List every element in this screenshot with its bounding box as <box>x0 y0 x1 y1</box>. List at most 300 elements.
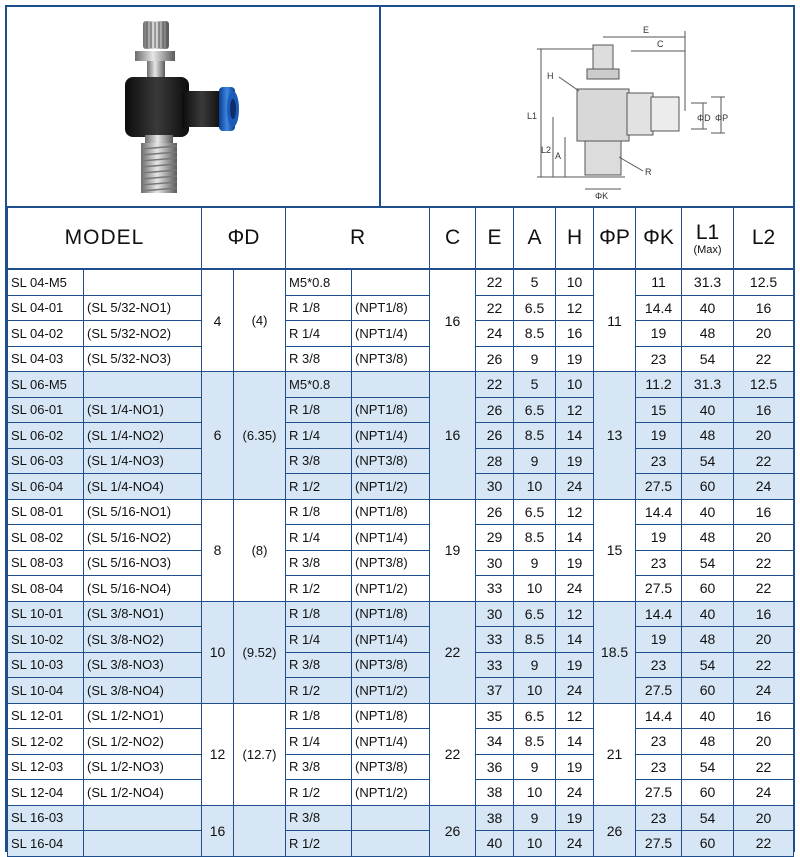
cell-a: 9 <box>514 550 556 576</box>
cell-l2: 22 <box>734 652 794 678</box>
cell-c: 16 <box>430 372 476 500</box>
cell-e: 26 <box>476 423 514 449</box>
cell-model-alt: (SL 1/2-NO1) <box>84 703 202 729</box>
dim-label-r: R <box>645 167 652 177</box>
cell-model: SL 08-02 <box>8 525 84 551</box>
cell-d-alt: (12.7) <box>234 703 286 805</box>
cell-l2: 16 <box>734 295 794 321</box>
cell-r: R 1/8 <box>286 703 352 729</box>
cell-l2: 22 <box>734 831 794 857</box>
cell-h: 19 <box>556 346 594 372</box>
cell-k: 23 <box>636 729 682 755</box>
cell-a: 9 <box>514 805 556 831</box>
cell-e: 29 <box>476 525 514 551</box>
cell-l1: 60 <box>682 576 734 602</box>
cell-d: 8 <box>202 499 234 601</box>
cell-npt: (NPT1/2) <box>352 780 430 806</box>
dim-label-l1: L1 <box>527 111 538 121</box>
cell-npt: (NPT1/4) <box>352 525 430 551</box>
cell-npt: (NPT3/8) <box>352 652 430 678</box>
cell-r: R 1/4 <box>286 321 352 347</box>
cell-model-alt <box>84 805 202 831</box>
cell-e: 36 <box>476 754 514 780</box>
cell-e: 30 <box>476 474 514 500</box>
header-r: R <box>286 207 430 269</box>
table-row <box>8 474 794 500</box>
cell-a: 6.5 <box>514 295 556 321</box>
dim-label-p: ΦP <box>715 113 729 123</box>
cell-npt: (NPT1/2) <box>352 678 430 704</box>
table-row <box>8 423 794 449</box>
cell-l2: 16 <box>734 601 794 627</box>
cell-p: 15 <box>594 499 636 601</box>
cell-npt: (NPT3/8) <box>352 448 430 474</box>
product-photo <box>7 7 381 206</box>
dimension-drawing-svg <box>381 7 793 206</box>
cell-l2: 20 <box>734 321 794 347</box>
table-row <box>8 754 794 780</box>
cell-model: SL 04-M5 <box>8 269 84 295</box>
cell-model-alt: (SL 3/8-NO3) <box>84 652 202 678</box>
cell-l1: 31.3 <box>682 372 734 398</box>
cell-model-alt: (SL 5/16-NO2) <box>84 525 202 551</box>
cell-model: SL 12-04 <box>8 780 84 806</box>
table-row <box>8 831 794 857</box>
cell-model: SL 10-01 <box>8 601 84 627</box>
header-l1 <box>682 207 734 269</box>
cell-l1: 40 <box>682 601 734 627</box>
table-row <box>8 678 794 704</box>
cell-d-alt: (6.35) <box>234 372 286 500</box>
cell-a: 8.5 <box>514 627 556 653</box>
dimension-drawing <box>381 7 793 206</box>
cell-a: 6.5 <box>514 397 556 423</box>
table-row <box>8 703 794 729</box>
cell-model-alt: (SL 3/8-NO1) <box>84 601 202 627</box>
table-header-row <box>8 207 794 269</box>
cell-model: SL 10-03 <box>8 652 84 678</box>
cell-k: 27.5 <box>636 474 682 500</box>
cell-r: R 1/8 <box>286 499 352 525</box>
cell-model-alt: (SL 5/32-NO3) <box>84 346 202 372</box>
cell-a: 8.5 <box>514 525 556 551</box>
cell-r: R 1/2 <box>286 474 352 500</box>
header-d: ΦD <box>202 207 286 269</box>
cell-c: 22 <box>430 601 476 703</box>
cell-k: 15 <box>636 397 682 423</box>
cell-a: 9 <box>514 652 556 678</box>
cell-r: R 1/8 <box>286 601 352 627</box>
cell-h: 19 <box>556 805 594 831</box>
cell-e: 22 <box>476 295 514 321</box>
cell-model-alt: (SL 1/4-NO3) <box>84 448 202 474</box>
table-row <box>8 321 794 347</box>
cell-l2: 20 <box>734 805 794 831</box>
cell-l1: 40 <box>682 295 734 321</box>
cell-l1: 60 <box>682 474 734 500</box>
cell-h: 14 <box>556 525 594 551</box>
header-l2: L2 <box>734 207 794 269</box>
cell-k: 11 <box>636 269 682 295</box>
table-row <box>8 448 794 474</box>
cell-h: 10 <box>556 372 594 398</box>
table-row <box>8 627 794 653</box>
cell-d: 16 <box>202 805 234 856</box>
cell-r: M5*0.8 <box>286 269 352 295</box>
cell-e: 26 <box>476 346 514 372</box>
cell-a: 6.5 <box>514 601 556 627</box>
cell-e: 30 <box>476 550 514 576</box>
cell-model: SL 10-02 <box>8 627 84 653</box>
cell-l2: 16 <box>734 703 794 729</box>
cell-h: 19 <box>556 550 594 576</box>
cell-k: 27.5 <box>636 780 682 806</box>
cell-model: SL 12-01 <box>8 703 84 729</box>
cell-a: 10 <box>514 780 556 806</box>
cell-l1: 48 <box>682 525 734 551</box>
cell-npt: (NPT1/4) <box>352 627 430 653</box>
cell-l2: 22 <box>734 754 794 780</box>
cell-model-alt: (SL 3/8-NO2) <box>84 627 202 653</box>
cell-r: R 3/8 <box>286 805 352 831</box>
cell-k: 27.5 <box>636 576 682 602</box>
cell-k: 23 <box>636 346 682 372</box>
cell-l2: 16 <box>734 499 794 525</box>
cell-model: SL 06-02 <box>8 423 84 449</box>
cell-npt <box>352 831 430 857</box>
cell-r: R 1/4 <box>286 423 352 449</box>
cell-model: SL 06-03 <box>8 448 84 474</box>
cell-model: SL 06-01 <box>8 397 84 423</box>
table-row <box>8 397 794 423</box>
cell-npt: (NPT1/8) <box>352 295 430 321</box>
cell-p: 13 <box>594 372 636 500</box>
dim-label-c: C <box>657 39 664 49</box>
cell-l2: 24 <box>734 474 794 500</box>
cell-l1: 40 <box>682 397 734 423</box>
dim-label-d: ΦD <box>697 113 711 123</box>
cell-r: R 1/2 <box>286 831 352 857</box>
cell-h: 14 <box>556 423 594 449</box>
header-e: E <box>476 207 514 269</box>
cell-h: 24 <box>556 831 594 857</box>
table-row <box>8 729 794 755</box>
cell-model: SL 04-01 <box>8 295 84 321</box>
cell-l2: 20 <box>734 627 794 653</box>
cell-model: SL 16-03 <box>8 805 84 831</box>
cell-l2: 12.5 <box>734 372 794 398</box>
table-row <box>8 601 794 627</box>
cell-npt: (NPT1/2) <box>352 474 430 500</box>
table-row <box>8 269 794 295</box>
cell-k: 23 <box>636 805 682 831</box>
cell-model: SL 04-03 <box>8 346 84 372</box>
cell-l1: 54 <box>682 448 734 474</box>
cell-l1: 31.3 <box>682 269 734 295</box>
cell-k: 19 <box>636 423 682 449</box>
cell-k: 14.4 <box>636 601 682 627</box>
cell-l1: 48 <box>682 321 734 347</box>
cell-npt: (NPT1/8) <box>352 397 430 423</box>
table-body <box>8 269 794 856</box>
cell-r: R 3/8 <box>286 448 352 474</box>
cell-h: 24 <box>556 474 594 500</box>
cell-npt <box>352 372 430 398</box>
header-c: C <box>430 207 476 269</box>
cell-r: R 1/4 <box>286 627 352 653</box>
table-row <box>8 780 794 806</box>
cell-e: 35 <box>476 703 514 729</box>
header-k: ΦK <box>636 207 682 269</box>
cell-e: 24 <box>476 321 514 347</box>
cell-h: 10 <box>556 269 594 295</box>
table-row <box>8 372 794 398</box>
header-l1-label: L1 <box>695 221 720 244</box>
table-row <box>8 576 794 602</box>
cell-h: 19 <box>556 754 594 780</box>
cell-l2: 22 <box>734 576 794 602</box>
cell-model-alt: (SL 5/32-NO2) <box>84 321 202 347</box>
cell-a: 8.5 <box>514 321 556 347</box>
table-row <box>8 550 794 576</box>
cell-model-alt <box>84 269 202 295</box>
cell-a: 10 <box>514 831 556 857</box>
cell-d: 12 <box>202 703 234 805</box>
cell-e: 40 <box>476 831 514 857</box>
cell-l1: 40 <box>682 499 734 525</box>
cell-e: 28 <box>476 448 514 474</box>
cell-model-alt: (SL 1/4-NO2) <box>84 423 202 449</box>
dim-label-l2: L2 <box>541 145 552 155</box>
cell-d-alt: (4) <box>234 269 286 372</box>
cell-model-alt: (SL 5/16-NO4) <box>84 576 202 602</box>
cell-model: SL 08-03 <box>8 550 84 576</box>
cell-l2: 12.5 <box>734 269 794 295</box>
dim-label-e: E <box>643 25 650 35</box>
cell-k: 27.5 <box>636 831 682 857</box>
cell-k: 14.4 <box>636 295 682 321</box>
cell-model: SL 12-02 <box>8 729 84 755</box>
cell-p: 18.5 <box>594 601 636 703</box>
cell-e: 26 <box>476 397 514 423</box>
cell-d-alt: (8) <box>234 499 286 601</box>
cell-model-alt: (SL 1/4-NO1) <box>84 397 202 423</box>
cell-r: R 1/4 <box>286 729 352 755</box>
cell-e: 38 <box>476 780 514 806</box>
cell-l1: 48 <box>682 627 734 653</box>
cell-h: 14 <box>556 729 594 755</box>
cell-a: 10 <box>514 678 556 704</box>
cell-a: 5 <box>514 372 556 398</box>
cell-l2: 20 <box>734 423 794 449</box>
cell-c: 16 <box>430 269 476 372</box>
cell-npt: (NPT1/8) <box>352 703 430 729</box>
cell-d: 10 <box>202 601 234 703</box>
cell-l2: 24 <box>734 780 794 806</box>
cell-k: 23 <box>636 652 682 678</box>
cell-npt: (NPT3/8) <box>352 346 430 372</box>
cell-e: 30 <box>476 601 514 627</box>
cell-a: 5 <box>514 269 556 295</box>
speed-controller-photo <box>7 7 379 206</box>
table-row <box>8 805 794 831</box>
cell-e: 34 <box>476 729 514 755</box>
cell-model: SL 10-04 <box>8 678 84 704</box>
cell-l2: 16 <box>734 397 794 423</box>
cell-k: 23 <box>636 448 682 474</box>
cell-npt <box>352 269 430 295</box>
cell-a: 6.5 <box>514 703 556 729</box>
cell-k: 14.4 <box>636 499 682 525</box>
header-p: ΦP <box>594 207 636 269</box>
cell-l1: 60 <box>682 678 734 704</box>
cell-k: 11.2 <box>636 372 682 398</box>
cell-e: 33 <box>476 576 514 602</box>
spec-sheet <box>5 5 795 852</box>
header-h: H <box>556 207 594 269</box>
cell-h: 12 <box>556 397 594 423</box>
cell-l2: 22 <box>734 550 794 576</box>
cell-k: 23 <box>636 754 682 780</box>
cell-npt: (NPT3/8) <box>352 550 430 576</box>
cell-k: 27.5 <box>636 678 682 704</box>
cell-l2: 20 <box>734 525 794 551</box>
cell-model-alt <box>84 372 202 398</box>
cell-model-alt: (SL 5/32-NO1) <box>84 295 202 321</box>
header-model: MODEL <box>8 207 202 269</box>
cell-c: 22 <box>430 703 476 805</box>
cell-npt: (NPT3/8) <box>352 754 430 780</box>
cell-e: 22 <box>476 269 514 295</box>
cell-npt: (NPT1/8) <box>352 601 430 627</box>
cell-npt: (NPT1/4) <box>352 729 430 755</box>
cell-e: 33 <box>476 652 514 678</box>
cell-r: R 1/2 <box>286 678 352 704</box>
cell-l1: 48 <box>682 729 734 755</box>
dim-label-a: A <box>555 151 562 161</box>
cell-model-alt: (SL 1/2-NO3) <box>84 754 202 780</box>
cell-c: 19 <box>430 499 476 601</box>
cell-r: R 3/8 <box>286 652 352 678</box>
header-l1-sub: (Max) <box>693 244 722 256</box>
table-row <box>8 652 794 678</box>
cell-h: 12 <box>556 703 594 729</box>
cell-model: SL 08-01 <box>8 499 84 525</box>
cell-d-alt: (9.52) <box>234 601 286 703</box>
cell-l1: 54 <box>682 550 734 576</box>
cell-e: 22 <box>476 372 514 398</box>
cell-c: 26 <box>430 805 476 856</box>
cell-r: R 1/8 <box>286 397 352 423</box>
header-a: A <box>514 207 556 269</box>
cell-r: R 1/8 <box>286 295 352 321</box>
cell-l1: 60 <box>682 831 734 857</box>
spec-table <box>7 206 794 857</box>
cell-a: 9 <box>514 448 556 474</box>
cell-l2: 24 <box>734 678 794 704</box>
cell-k: 19 <box>636 627 682 653</box>
cell-p: 26 <box>594 805 636 856</box>
cell-d: 4 <box>202 269 234 372</box>
cell-e: 38 <box>476 805 514 831</box>
cell-model: SL 04-02 <box>8 321 84 347</box>
cell-h: 12 <box>556 601 594 627</box>
cell-a: 9 <box>514 346 556 372</box>
cell-r: M5*0.8 <box>286 372 352 398</box>
cell-l2: 22 <box>734 346 794 372</box>
cell-a: 8.5 <box>514 423 556 449</box>
cell-h: 16 <box>556 321 594 347</box>
cell-l1: 40 <box>682 703 734 729</box>
cell-k: 19 <box>636 321 682 347</box>
cell-e: 26 <box>476 499 514 525</box>
cell-npt: (NPT1/8) <box>352 499 430 525</box>
cell-model-alt: (SL 1/2-NO4) <box>84 780 202 806</box>
dim-label-k: ΦK <box>595 191 609 201</box>
cell-h: 24 <box>556 678 594 704</box>
cell-h: 12 <box>556 499 594 525</box>
cell-model: SL 16-04 <box>8 831 84 857</box>
cell-h: 24 <box>556 780 594 806</box>
dim-label-h: H <box>547 71 554 81</box>
cell-a: 9 <box>514 754 556 780</box>
cell-model-alt: (SL 3/8-NO4) <box>84 678 202 704</box>
cell-l2: 20 <box>734 729 794 755</box>
cell-l1: 54 <box>682 652 734 678</box>
cell-l1: 54 <box>682 346 734 372</box>
cell-model-alt: (SL 1/4-NO4) <box>84 474 202 500</box>
cell-model: SL 08-04 <box>8 576 84 602</box>
cell-h: 14 <box>556 627 594 653</box>
cell-p: 11 <box>594 269 636 372</box>
cell-k: 23 <box>636 550 682 576</box>
cell-h: 24 <box>556 576 594 602</box>
cell-e: 37 <box>476 678 514 704</box>
cell-l1: 54 <box>682 805 734 831</box>
cell-r: R 3/8 <box>286 550 352 576</box>
cell-a: 10 <box>514 576 556 602</box>
cell-a: 8.5 <box>514 729 556 755</box>
cell-l1: 48 <box>682 423 734 449</box>
cell-p: 21 <box>594 703 636 805</box>
cell-e: 33 <box>476 627 514 653</box>
cell-h: 19 <box>556 652 594 678</box>
cell-k: 14.4 <box>636 703 682 729</box>
cell-model: SL 06-M5 <box>8 372 84 398</box>
cell-npt <box>352 805 430 831</box>
cell-l1: 54 <box>682 754 734 780</box>
cell-model-alt: (SL 5/16-NO1) <box>84 499 202 525</box>
cell-r: R 1/2 <box>286 576 352 602</box>
cell-model: SL 06-04 <box>8 474 84 500</box>
cell-d-alt <box>234 805 286 856</box>
cell-k: 19 <box>636 525 682 551</box>
table-row <box>8 499 794 525</box>
cell-a: 6.5 <box>514 499 556 525</box>
cell-d: 6 <box>202 372 234 500</box>
cell-model-alt: (SL 1/2-NO2) <box>84 729 202 755</box>
cell-npt: (NPT1/2) <box>352 576 430 602</box>
table-row <box>8 525 794 551</box>
table-row <box>8 295 794 321</box>
cell-h: 19 <box>556 448 594 474</box>
cell-r: R 3/8 <box>286 754 352 780</box>
cell-npt: (NPT1/4) <box>352 321 430 347</box>
cell-l1: 60 <box>682 780 734 806</box>
cell-model-alt: (SL 5/16-NO3) <box>84 550 202 576</box>
cell-a: 10 <box>514 474 556 500</box>
cell-l2: 22 <box>734 448 794 474</box>
